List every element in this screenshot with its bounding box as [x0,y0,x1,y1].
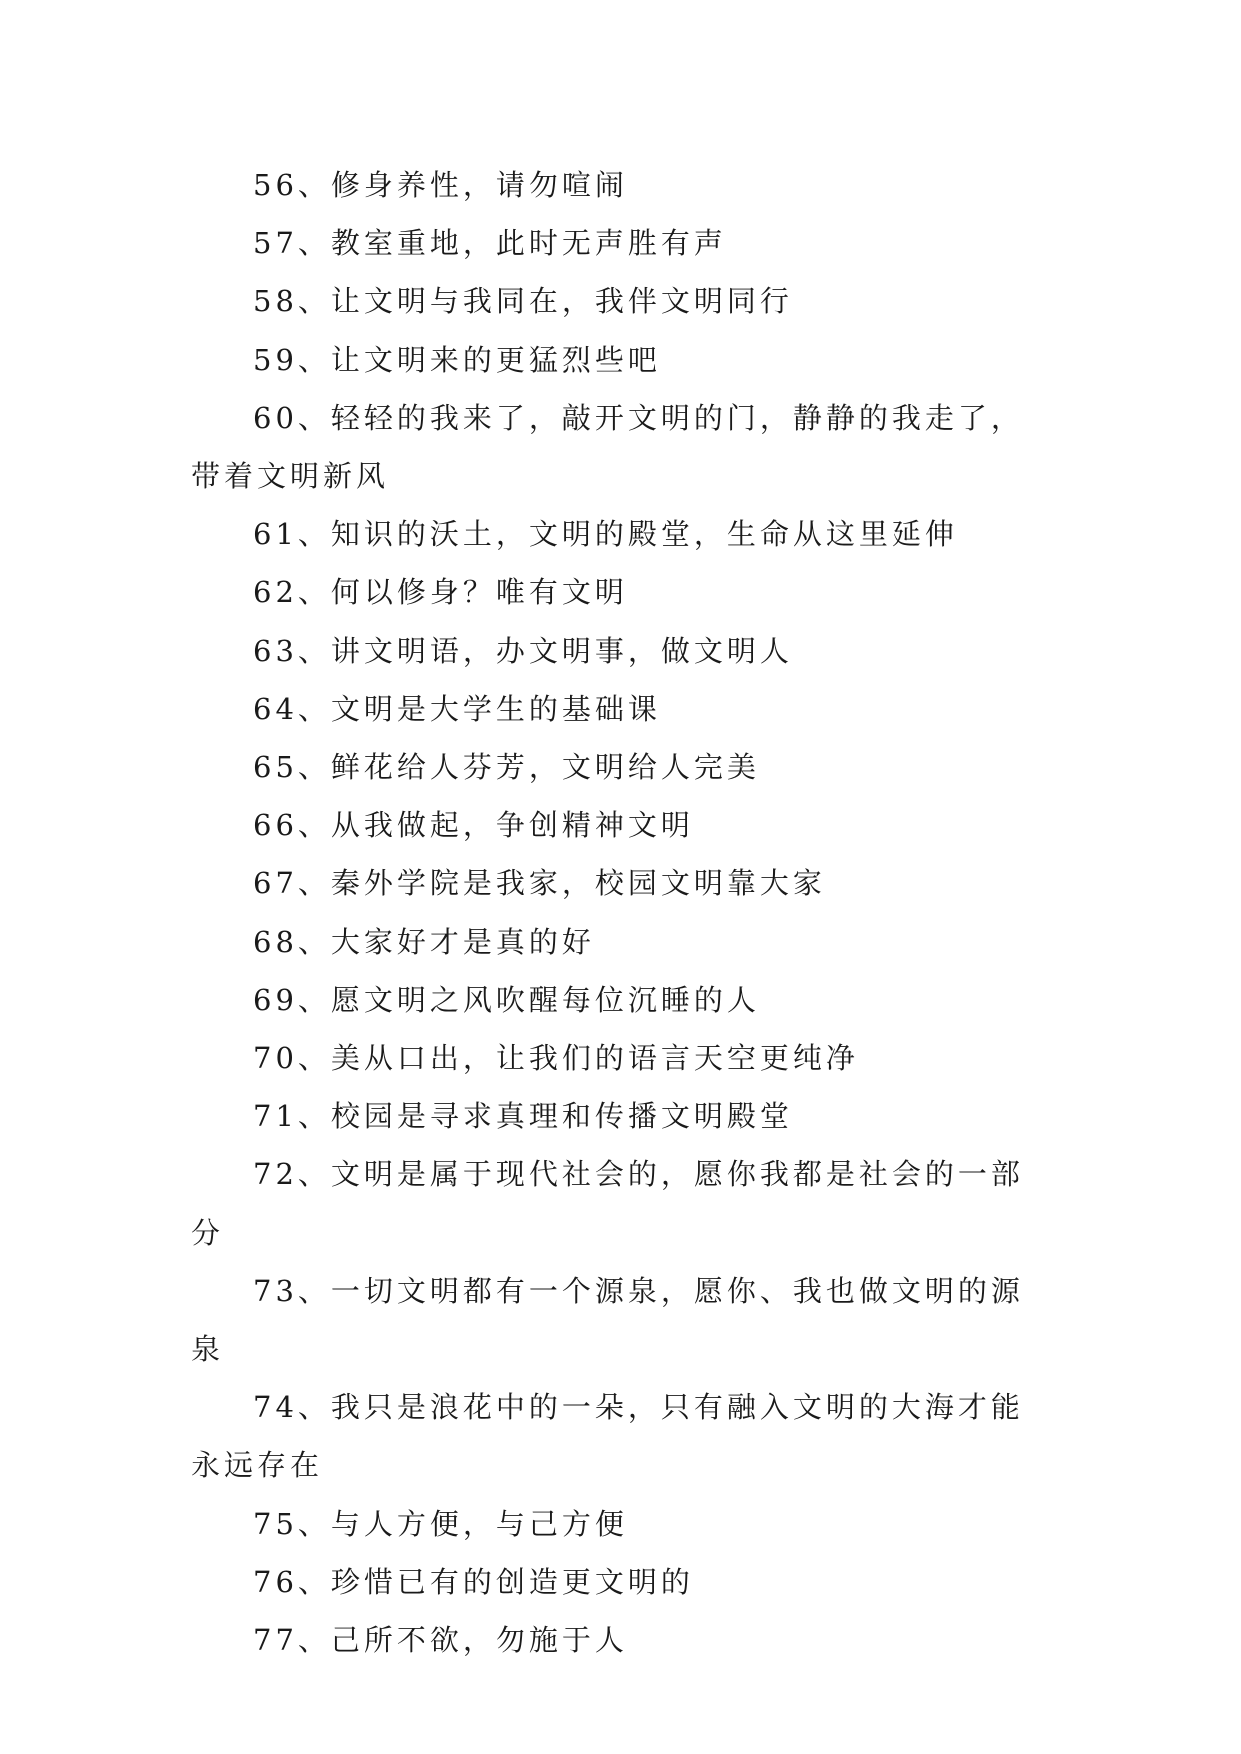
list-item: 59、让文明来的更猛烈些吧 [253,342,661,377]
list-item: 72、文明是属于现代社会的，愿你我都是社会的一部分 [191,1157,1024,1250]
list-item: 73、一切文明都有一个源泉，愿你、我也做文明的源泉 [191,1273,1024,1367]
list-item: 69、愿文明之风吹醒每位沉睡的人 [253,982,760,1017]
list-item: 76、珍惜已有的创造更文明的 [253,1564,694,1599]
slogan-list [191,156,1051,1669]
list-item: 67、秦外学院是我家，校园文明靠大家 [253,866,826,901]
list-item: 68、大家好才是真的好 [253,924,595,959]
list-item: 57、教室重地，此时无声胜有声 [253,226,727,261]
list-item: 77、己所不欲，勿施于人 [253,1623,628,1658]
list-item: 66、从我做起，争创精神文明 [253,808,694,843]
list-item: 74、我只是浪花中的一朵，只有融入文明的大海才能永远存在 [191,1390,1024,1483]
list-item: 61、知识的沃土，文明的殿堂，生命从这里延伸 [253,517,958,552]
list-item: 75、与人方便，与己方便 [253,1506,628,1541]
list-item: 65、鲜花给人芬芳，文明给人完美 [253,750,760,785]
list-item: 60、轻轻的我来了，敲开文明的门，静静的我走了，带着文明新风 [191,400,1024,494]
list-item: 71、校园是寻求真理和传播文明殿堂 [253,1099,793,1134]
list-item: 56、修身养性，请勿喧闹 [253,168,628,202]
list-item: 58、让文明与我同在，我伴文明同行 [253,284,793,319]
list-item: 63、讲文明语，办文明事，做文明人 [253,633,793,668]
list-item: 70、美从口出，让我们的语言天空更纯净 [253,1041,859,1076]
list-item: 62、何以修身？唯有文明 [253,575,628,610]
list-item: 64、文明是大学生的基础课 [253,691,661,726]
